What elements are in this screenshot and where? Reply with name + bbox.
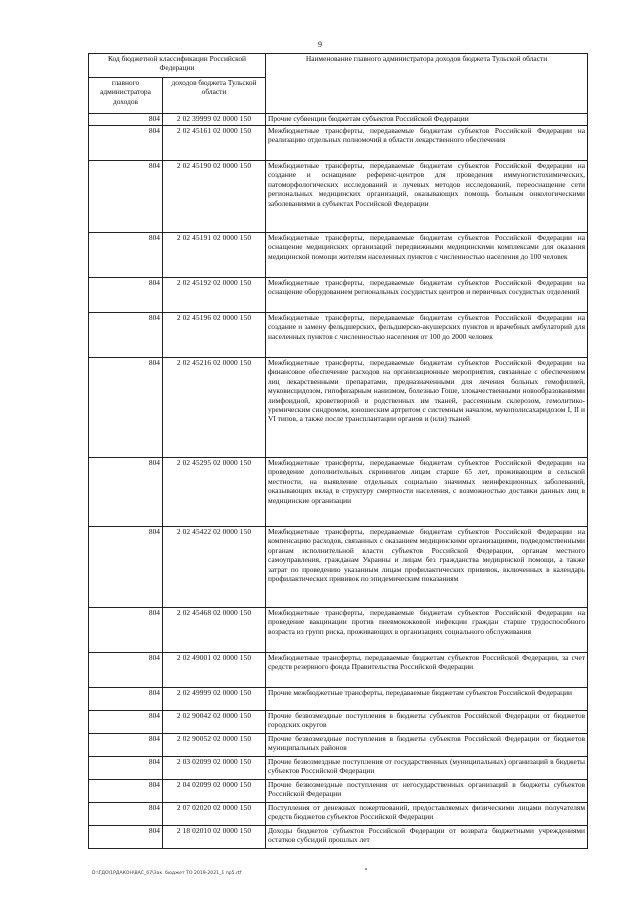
admin-code-cell: 804 [89,734,163,757]
admin-code-cell: 804 [89,126,163,161]
admin-code-cell: 804 [89,780,163,803]
income-code-cell: 2 02 45161 02 0000 150 [163,126,266,161]
admin-code-cell: 804 [89,313,163,358]
table-row [89,278,588,313]
table-row [89,688,588,711]
header-administrator-name: Наименование главного администратора доходов бюджета Тульской области [266,54,588,114]
table-row [89,313,588,358]
income-code-cell: 2 02 49001 02 0000 150 [163,653,266,688]
income-name-cell: Прочие субвенции бюджетам субъектов Российской Федерации [266,114,588,126]
table-row [89,826,588,849]
table-row [89,458,588,527]
income-name-cell: Прочие межбюджетные трансферты, передаваемые бюджетам субъектов Российской Федерации [266,688,588,711]
income-name-cell: Межбюджетные трансферты, передаваемые бюджетам субъектов Российской Федерации на реализацию отдельных полномочий в области лекарственного обеспечения [266,126,588,161]
income-code-cell: 2 02 49999 02 0000 150 [163,688,266,711]
income-name-cell: Межбюджетные трансферты, передаваемые бюджетам субъектов Российской Федерации, за счет средств резервного фонда Правительства Российской Федерации [266,653,588,688]
admin-code-cell: 804 [89,826,163,849]
income-name-cell: Межбюджетные трансферты, передаваемые бюджетам субъектов Российской Федерации на проведение дополнительных скринингов лицам старше 65 лет, проживающим в сельской местности, на выявление отдельных социально значимых неинфекционных заболеваний, оказывающих вклад в структуру смертности населения, с возможностью доставки данных лиц в медицинские организации [266,458,588,527]
income-code-cell: 2 04 02099 02 0000 150 [163,780,266,803]
income-code-cell: 2 02 90052 02 0000 150 [163,734,266,757]
income-code-cell: 2 07 02020 02 0000 150 [163,803,266,826]
admin-code-cell: 804 [89,688,163,711]
income-code-cell: 2 02 45422 02 0000 150 [163,527,266,608]
admin-code-cell: 804 [89,711,163,734]
file-path-footer: D:\ГДО\1РДАКОН\ВАС_67\Зак. бюджет ТО 2019-2021_1 пр5.rtf [92,871,242,876]
header-budget-income: доходов бюджета Тульской области [163,78,266,114]
income-name-cell: Прочие безвозмездные поступления от негосударственных организаций в бюджеты субъектов Российской Федерации [266,780,588,803]
admin-code-cell: 804 [89,608,163,653]
header-budget-classification: Код бюджетной классификации Российской Федерации [89,54,266,78]
income-name-cell: Доходы бюджетов субъектов Российской Федерации от возврата бюджетными учреждениями остатков субсидий прошлых лет [266,826,588,849]
admin-code-cell: 804 [89,278,163,313]
income-code-cell: 2 02 45295 02 0000 150 [163,458,266,527]
income-name-cell: Межбюджетные трансферты, передаваемые бюджетам субъектов Российской Федерации на компенсацию расходов, связанных с оказанием медицинскими организациями, подведомственными органам исполнительной власти субъектов Российской Федерации, органам местного самоуправления, гражданам Украины и лицам без гражданства медицинской помощи, а также затрат по проведению указанным лицам профилактических прививок, включенных в календарь профилактических прививок по эпидемическим показаниям [266,527,588,608]
table-row [89,233,588,278]
income-name-cell: Поступления от денежных пожертвований, предоставляемых физическими лицами получателям средств бюджетов субъектов Российской Федерации [266,803,588,826]
table-row [89,711,588,734]
table-row [89,653,588,688]
income-code-cell: 2 02 45191 02 0000 150 [163,233,266,278]
admin-code-cell: 804 [89,458,163,527]
income-code-cell: 2 02 45196 02 0000 150 [163,313,266,358]
page-number: 9 [318,40,322,49]
income-name-cell: Межбюджетные трансферты, передаваемые бюджетам субъектов Российской Федерации на оснащение медицинских организаций передвижными медицинскими комплексами для оказания медицинской помощи жителям населенных пунктов с численностью населения до 100 человек [266,233,588,278]
admin-code-cell: 804 [89,358,163,458]
income-name-cell: Межбюджетные трансферты, передаваемые бюджетам субъектов Российской Федерации на создание и оснащение референс-центров для проведения иммуногистохимических, патоморфологических исследований и лучевых методов исследований, переоснащение сети региональных медицинских организаций, оказывающих помощь больным онкологическими заболеваниями в субъектах Российской Федерации [266,161,588,233]
income-name-cell: Прочие безвозмездные поступления в бюджеты субъектов Российской Федерации от бюджетов городских округов [266,711,588,734]
income-code-cell: 2 02 45190 02 0000 150 [163,161,266,233]
table-row [89,126,588,161]
income-code-cell: 2 02 45216 02 0000 150 [163,358,266,458]
table-row [89,527,588,608]
admin-code-cell: 804 [89,161,163,233]
header-chief-administrator: главного администратора доходов [89,78,163,114]
table-row [89,803,588,826]
income-code-cell: 2 18 02010 02 0000 150 [163,826,266,849]
income-name-cell: Межбюджетные трансферты, передаваемые бюджетам субъектов Российской Федерации на создание и замену фельдшерских, фельдшерско-акушерских пунктов и врачебных амбулаторий для населенных пунктов с численностью населения от 100 до 2000 человек [266,313,588,358]
income-code-cell: 2 02 39999 02 0000 150 [163,114,266,126]
table-row [89,114,588,126]
admin-code-cell: 804 [89,803,163,826]
income-code-cell: 2 02 45468 02 0000 150 [163,608,266,653]
income-code-cell: 2 02 45192 02 0000 150 [163,278,266,313]
table-row [89,734,588,757]
income-name-cell: Межбюджетные трансферты, передаваемые бюджетам субъектов Российской Федерации на финансовое обеспечение расходов на организационные мероприятия, связанные с обеспечением лиц лекарственными препаратами, предназначенными для лечения больных гемофилией, муковисцидозом, гипофизарным нанизмом, болезнью Гоше, злокачественными новообразованиями лимфоидной, кроветворной и родственных им тканей, рассеянным склерозом, гемолитико-уремическим синдромом, юношеским артритом с системным началом, мукополисахаридозом I, II и VI типов, а также после трансплантации органов и (или) тканей [266,358,588,458]
income-code-cell: 2 02 90042 02 0000 150 [163,711,266,734]
income-code-cell: 2 03 02099 02 0000 150 [163,757,266,780]
income-name-cell: Межбюджетные трансферты, передаваемые бюджетам субъектов Российской Федерации на проведение вакцинации против пневмококковой инфекции граждан старше трудоспособного возраста из групп риска, проживающих в организациях социального обслуживания [266,608,588,653]
income-name-cell: Прочие безвозмездные поступления в бюджеты субъектов Российской Федерации от бюджетов муниципальных районов [266,734,588,757]
table-row [89,780,588,803]
admin-code-cell: 804 [89,114,163,126]
budget-codes-table [88,53,588,849]
scan-speck [365,868,367,870]
table-row [89,358,588,458]
income-name-cell: Межбюджетные трансферты, передаваемые бюджетам субъектов Российской Федерации на оснащение оборудованием региональных сосудистых центров и первичных сосудистых отделений [266,278,588,313]
admin-code-cell: 804 [89,233,163,278]
income-name-cell: Прочие безвозмездные поступления от государственных (муниципальных) организаций в бюджеты субъектов Российской Федерации [266,757,588,780]
admin-code-cell: 804 [89,757,163,780]
table-body [89,114,588,849]
table-row [89,757,588,780]
admin-code-cell: 804 [89,527,163,608]
admin-code-cell: 804 [89,653,163,688]
table-row [89,608,588,653]
table-row [89,161,588,233]
